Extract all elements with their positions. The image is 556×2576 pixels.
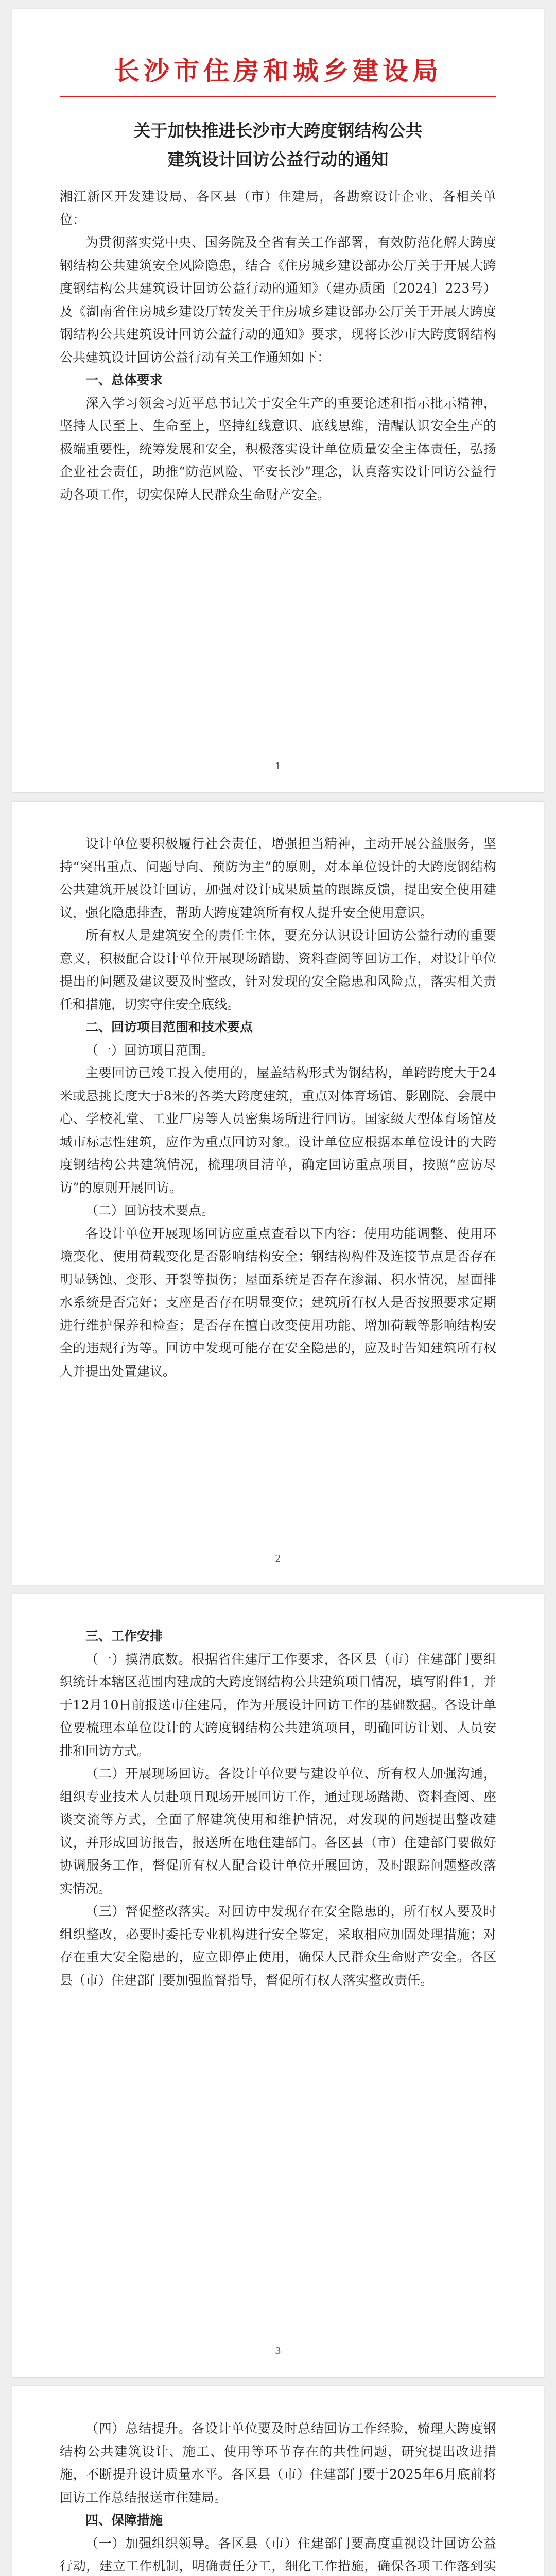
section2-subheading1: （一）回访项目范围。	[85, 1042, 215, 1058]
document-title-line2: 建筑设计回访公益行动的通知	[167, 149, 389, 170]
section3-paragraph1: （一）摸清底数。根据省住建厅工作要求，各区县（市）住建部门要组织统计本辖区范围内建成的大跨度钢结构公共建筑项目情况，填写附件1，并于12月10日前报送市住建局，作为开展设计回访工作的基础数据。各设计单位要梳理本单位设计的大跨度钢结构公共建筑项目，明确回访计划、人员安排和回访方式。	[60, 1651, 496, 1758]
org-header: 长沙市住房和城乡建设局	[114, 56, 442, 86]
section1-heading: 一、总体要求	[85, 372, 163, 387]
page-number: 1	[275, 761, 281, 772]
section1-paragraph3: 所有权人是建筑安全的责任主体，要充分认识设计回访公益行动的重要意义，积极配合设计单位开展现场踏勘、资料查阅等回访工作，对设计单位提出的问题及建议要及时整改，针对发现的安全隐患和风险点，落实相关责任和措施，切实守住安全底线。	[60, 928, 496, 1012]
section1-paragraph1: 深入学习领会习近平总书记关于安全生产的重要论述和指示批示精神，坚持人民至上、生命至上，坚持红线意识、底线思维，清醒认识安全生产的极端重要性，统筹发展和安全，积极落实设计单位质量安全主体责任，弘扬企业社会责任，助推“防范风险、平安长沙”理念，认真落实设计回访公益行动各项工作，切实保障人民群众生命财产安全。	[60, 395, 496, 502]
recipients: 湘江新区开发建设局、各区县（市）住建局，各勘察设计企业、各相关单位：	[60, 189, 496, 227]
section3-paragraph2: （二）开展现场回访。各设计单位要与建设单位、所有权人加强沟通，组织专业技术人员赴项目现场开展回访工作，通过现场踏勘、资料查阅、座谈交流等方式，全面了解建筑使用和维护情况，对发现的问题提出整改建议，并形成回访报告，报送所在地住建部门。各区县（市）住建部门要做好协调服务工作，督促所有权人配合设计单位开展回访，及时跟踪问题整改落实情况。	[60, 1766, 496, 1896]
page-number: 2	[275, 1553, 281, 1564]
section3-paragraph4: （四）总结提升。各设计单位要及时总结回访工作经验，梳理大跨度钢结构公共建筑设计、施工、使用等环节存在的共性问题，研究提出改进措施，不断提升设计质量水平。各区县（市）住建部门要于2025年6月底前将回访工作总结报送市住建局。	[60, 2421, 496, 2505]
section3-heading: 三、工作安排	[85, 1629, 163, 1643]
section2-heading: 二、回访项目范围和技术要点	[85, 1020, 253, 1035]
section2-paragraph1: 主要回访已竣工投入使用的，屋盖结构形式为钢结构，单跨跨度大于24米或悬挑长度大于8米的各类大跨度建筑，重点对体育场馆、影剧院、会展中心、学校礼堂、工业厂房等人员密集场所进行回访。国家级大型体育场馆及城市标志性建筑，应作为重点回访对象。设计单位应根据本单位设计的大跨度钢结构公共建筑情况，梳理项目清单，确定回访重点项目，按照“应访尽访”的原则开展回访。	[60, 1065, 496, 1195]
section1-paragraph2: 设计单位要积极履行社会责任，增强担当精神，主动开展公益服务，坚持“突出重点、问题导向、预防为主”的原则，对本单位设计的大跨度钢结构公共建筑开展设计回访，加强对设计成果质量的跟踪反馈，提出安全使用建议，强化隐患排查，帮助大跨度建筑所有权人提升安全使用意识。	[60, 836, 496, 920]
section4-paragraph1: （一）加强组织领导。各区县（市）住建部门要高度重视设计回访公益行动，建立工作机制，明确责任分工，细化工作措施，确保各项工作落到实	[60, 2535, 496, 2573]
section4-heading: 四、保障措施	[85, 2513, 163, 2528]
document-page-2	[12, 802, 544, 1585]
document-page-3	[12, 1594, 544, 2377]
section2-subheading2: （二）回访技术要点。	[85, 1203, 215, 1218]
red-divider	[60, 96, 496, 97]
section3-paragraph3: （三）督促整改落实。对回访中发现存在安全隐患的，所有权人要及时组织整改，必要时委托专业机构进行安全鉴定，采取相应加固处理措施；对存在重大安全隐患的，应立即停止使用，确保人民群众生命财产安全。各区县（市）住建部门要加强监督指导，督促所有权人落实整改责任。	[60, 1904, 496, 1988]
document-page-1	[12, 9, 544, 792]
page-number: 3	[275, 2346, 281, 2357]
intro-paragraph: 为贯彻落实党中央、国务院及全省有关工作部署，有效防范化解大跨度钢结构公共建筑安全风险隐患，结合《住房城乡建设部办公厅关于开展大跨度钢结构公共建筑设计回访公益行动的通知》（建办质函〔2024〕223号）及《湖南省住房城乡建设厅转发关于住房城乡建设部办公厅关于开展大跨度钢结构公共建筑设计回访公益行动的通知》要求，现将长沙市大跨度钢结构公共建筑设计回访公益行动有关工作通知如下：	[60, 235, 496, 365]
section2-paragraph2: 各设计单位开展现场回访应重点查看以下内容：使用功能调整、使用环境变化、使用荷载变化是否影响结构安全；钢结构构件及连接节点是否存在明显锈蚀、变形、开裂等损伤；屋面系统是否存在渗漏、积水情况，屋面排水系统是否完好；支座是否存在明显变位；建筑所有权人是否按照要求定期进行维护保养和检查；是否存在擅自改变使用功能、增加荷载等影响结构安全的违规行为等。回访中发现可能存在安全隐患的，应及时告知建筑所有权人并提出处置建议。	[60, 1226, 496, 1379]
document-title-line1: 关于加快推进长沙市大跨度钢结构公共	[133, 121, 423, 141]
document-page-4	[12, 2386, 544, 2576]
